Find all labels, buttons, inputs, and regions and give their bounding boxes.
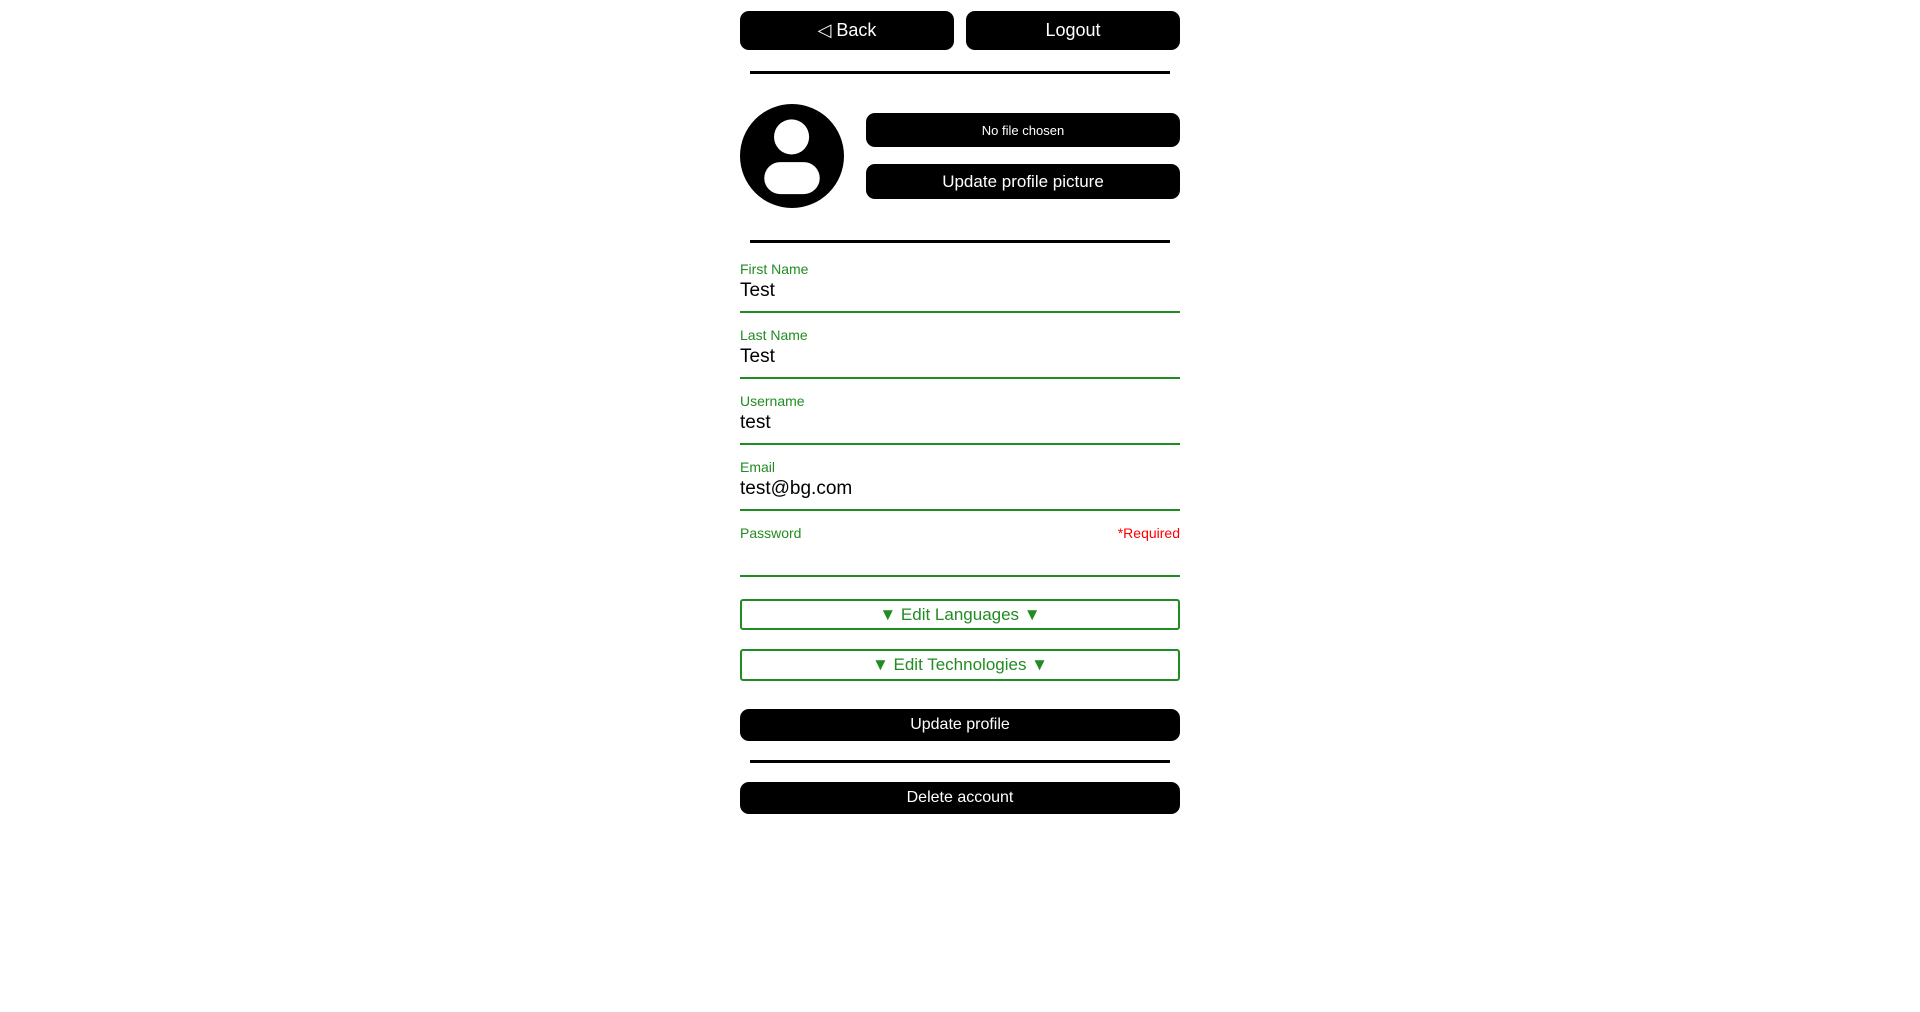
profile-page [740, 0, 1180, 814]
first-name-input[interactable] [740, 278, 1180, 313]
last-name-input[interactable] [740, 344, 1180, 379]
first-name-label: First Name [740, 261, 809, 277]
divider [750, 71, 1170, 74]
profile-form [740, 261, 1180, 741]
delete-account-button[interactable]: Delete account [740, 782, 1180, 814]
logout-button[interactable]: Logout [966, 11, 1180, 50]
update-profile-button[interactable]: Update profile [740, 709, 1180, 741]
last-name-label: Last Name [740, 327, 808, 343]
back-button[interactable]: ◁ Back [740, 11, 954, 50]
update-picture-button[interactable]: Update profile picture [866, 164, 1180, 199]
required-badge: *Required [1117, 525, 1180, 541]
email-input[interactable] [740, 476, 1180, 511]
profile-picture-section [740, 104, 1180, 208]
divider [750, 240, 1170, 243]
divider [750, 760, 1170, 763]
file-chooser-button[interactable]: No file chosen [866, 113, 1180, 147]
username-input[interactable] [740, 410, 1180, 445]
edit-languages-button[interactable]: ▼ Edit Languages ▼ [740, 599, 1180, 630]
email-field-group [740, 459, 1180, 511]
username-field-group [740, 393, 1180, 445]
password-label: Password [740, 525, 802, 541]
username-label: Username [740, 393, 805, 409]
password-field-group [740, 525, 1180, 577]
last-name-field-group [740, 327, 1180, 379]
top-button-row [740, 11, 1180, 50]
edit-technologies-button[interactable]: ▼ Edit Technologies ▼ [740, 649, 1180, 681]
first-name-field-group [740, 261, 1180, 313]
email-label: Email [740, 459, 776, 475]
picture-buttons [866, 113, 1180, 199]
person-circle-icon [740, 104, 844, 208]
password-input[interactable] [740, 542, 1180, 577]
